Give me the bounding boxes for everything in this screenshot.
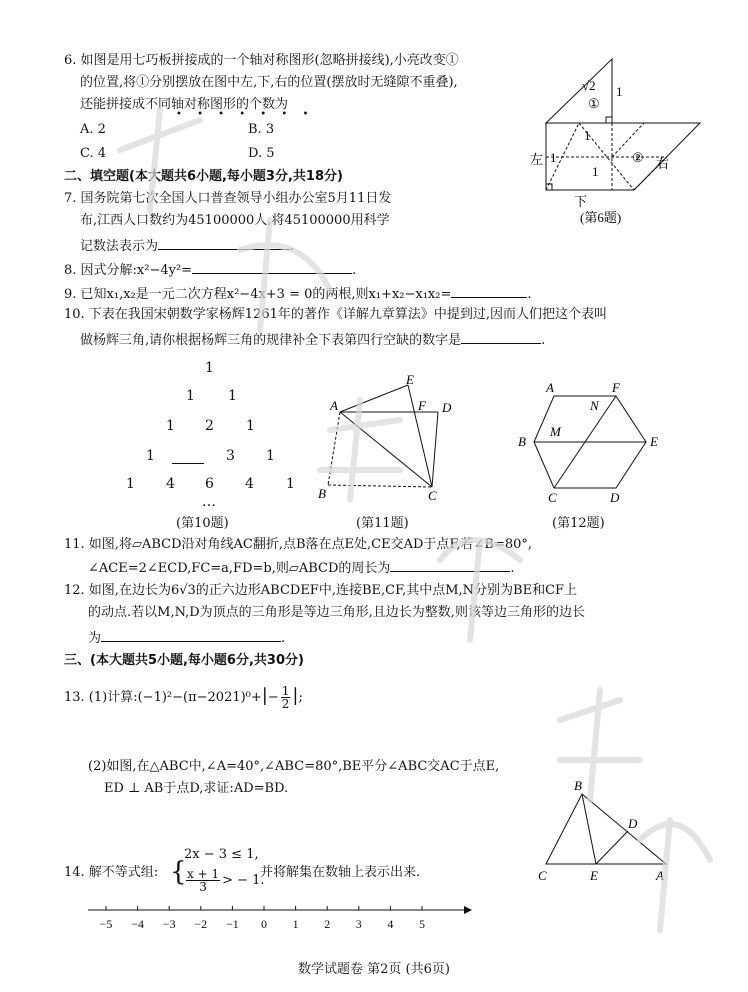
q14-inequality-1: 2x − 3 ≤ 1, xyxy=(184,847,259,862)
q12-line3-end: . xyxy=(281,631,286,646)
triangle-r4-c4: 1 xyxy=(266,448,275,464)
q8-text: 8. 因式分解:x²−4y²= xyxy=(64,263,193,278)
q11-line2 xyxy=(88,558,515,578)
q10-answer-blank[interactable] xyxy=(461,330,541,344)
section-2-heading: 二、填空题(本大题共6小题,每小题3分,共18分) xyxy=(64,169,343,184)
fig6-sqrt2: √2 xyxy=(582,78,596,93)
q9-answer-blank[interactable] xyxy=(451,284,527,298)
fig11-label-a: A xyxy=(330,398,338,413)
triangle-r5-c5: 1 xyxy=(286,476,295,492)
axis-tick-label: −3 xyxy=(162,917,176,931)
figure-6-tangram xyxy=(524,40,724,230)
emphasis-dots: • • • • • • • xyxy=(176,109,315,120)
fig12-label-f: F xyxy=(612,380,620,395)
q13-fraction xyxy=(281,685,291,710)
fig11-label-f: F xyxy=(418,398,426,413)
fig12-label-d: D xyxy=(610,490,620,505)
fig6-one-d: 1 xyxy=(592,164,599,179)
figure-12-hexagon xyxy=(512,374,662,508)
fig11-caption: (第11题) xyxy=(356,516,409,531)
axis-tick-label: 0 xyxy=(261,917,267,931)
section-3-heading: 三、(本大题共5小题,每小题6分,共30分) xyxy=(64,653,304,668)
q14-fraction xyxy=(186,868,220,893)
fig6-label-right: 右 xyxy=(656,156,670,171)
fig12-label-e: E xyxy=(650,434,658,449)
triangle-r5-c3: 6 xyxy=(205,476,214,492)
triangle-r5-c4: 4 xyxy=(245,476,254,492)
fig10-caption: (第10题) xyxy=(176,516,229,531)
q10-line2-text: 做杨辉三角,请你根据杨辉三角的规律补全下表第四行空缺的数字是 xyxy=(80,333,462,348)
fig11-label-d: D xyxy=(442,400,452,415)
q7-line2: 布,江西人口数约为45100000人,将45100000用科学 xyxy=(80,213,390,228)
q12-line2: 的动点.若以M,N,D为顶点的三角形是等边三角形,且边长为整数,则该等边三角形的边长 xyxy=(88,605,585,620)
fig11-label-c: C xyxy=(428,488,437,502)
triangle-r4-c1: 1 xyxy=(146,448,155,464)
abs-bar-left: | xyxy=(261,685,268,706)
fig13-label-c: C xyxy=(538,868,547,883)
fig13-label-e: E xyxy=(590,868,598,883)
axis-tick-label: 5 xyxy=(419,917,425,931)
q6-line2: 的位置,将①分别摆放在图中左,下,右的位置(摆放时无缝隙不重叠), xyxy=(80,75,458,90)
q13-part1-text: 13. (1)计算:(−1)²−(π−2021)⁰+ xyxy=(64,690,262,705)
q10-line2-end: . xyxy=(541,333,546,348)
fig13-label-a: A xyxy=(656,868,664,883)
q6-line3: 还能拼接成不同轴对称图形的个数为 xyxy=(80,97,289,112)
q13-part1: 13. (1)计算:(−1)²−(π−2021)⁰+|− $\frac{1}{2}$ |; xyxy=(64,684,303,711)
triangle-r2-c1: 1 xyxy=(186,388,195,404)
triangle-r3-c1: 1 xyxy=(166,418,175,434)
q8-end: . xyxy=(352,263,357,278)
fig6-label-down: 下 xyxy=(574,194,588,209)
q14-prefix: 14. 解不等式组: xyxy=(64,865,159,880)
fig6-label-left: 左 xyxy=(530,152,544,167)
q6-option-b: B. 3 xyxy=(248,122,275,137)
triangle-r3-c3: 1 xyxy=(246,418,255,434)
q12-line3-text: 为 xyxy=(88,631,102,646)
fig6-caption: (第6题) xyxy=(580,210,622,225)
q9-end: . xyxy=(527,287,532,302)
abs-bar-right: | xyxy=(292,685,299,706)
axis-tick-label: 4 xyxy=(387,917,394,931)
triangle-r4-c3: 3 xyxy=(226,448,235,464)
q9-text: 9. 已知x₁,x₂是一元二次方程x²−4x+3 = 0的两根,则x₁+x₂−x₁x₂= xyxy=(64,287,452,302)
q7-answer-blank[interactable] xyxy=(158,236,290,250)
fig6-one-a: 1 xyxy=(616,84,623,99)
q13-fraction-den: 2 xyxy=(281,697,290,711)
q6-line1: 6. 如图是用七巧板拼接成的一个轴对称图形(忽略拼接线),小亮改变① xyxy=(64,53,459,68)
system-brace: { xyxy=(170,857,187,887)
q7-line3-end: . xyxy=(290,239,295,254)
q6-option-a: A. 2 xyxy=(80,122,106,137)
fig13-label-b: B xyxy=(574,778,582,793)
q14-suffix: 并将解集在数轴上表示出来. xyxy=(260,865,421,880)
q10-line2 xyxy=(80,330,545,350)
triangle-ellipsis: … xyxy=(202,494,216,510)
fig6-piece-1: ① xyxy=(588,96,600,111)
q6-option-d: D. 5 xyxy=(248,146,275,161)
fig11-label-e: E xyxy=(406,372,414,387)
axis-tick-label: −4 xyxy=(131,917,144,931)
q12-line3 xyxy=(88,628,285,648)
q9-line xyxy=(64,284,532,304)
fig12-label-n: N xyxy=(590,398,599,413)
q11-line2-end: . xyxy=(510,561,515,576)
q12-line1: 12. 如图,在边长为6√3的正六边形ABCDEF中,连接BE,CF,其中点M,N分别为BE和CF上 xyxy=(64,583,578,598)
fig11-label-b: B xyxy=(318,486,326,501)
q14-fraction-num: x + 1 xyxy=(187,867,220,881)
q11-answer-blank[interactable] xyxy=(390,558,510,572)
q13-part2-line1: (2)如图,在△ABC中,∠A=40°,∠ABC=80°,BE平分∠ABC交AC于点E, xyxy=(88,759,500,774)
fig12-label-c: C xyxy=(548,490,557,505)
q10-line1: 10. 下表在我国宋朝数学家杨辉1261年的著作《详解九章算法》中提到过,因而人们把这个表叫 xyxy=(64,307,608,322)
axis-tick-label: −2 xyxy=(194,917,208,931)
fig6-one-c: 1 xyxy=(584,128,591,143)
q7-line3-text: 记数法表示为 xyxy=(80,239,159,254)
triangle-r4-blank[interactable] xyxy=(172,450,204,464)
triangle-r5-c1: 1 xyxy=(126,476,135,492)
fig12-caption: (第12题) xyxy=(552,516,605,531)
q13-part2-line2: ED ⊥ AB于点D,求证:AD=BD. xyxy=(104,781,289,796)
fig12-label-m: M xyxy=(550,424,561,439)
fig12-label-b: B xyxy=(518,434,526,449)
triangle-r5-c2: 4 xyxy=(166,476,175,492)
fig6-piece-2: ② xyxy=(632,150,644,165)
triangle-r3-c2: 2 xyxy=(205,418,214,434)
axis-tick-label: 2 xyxy=(324,917,331,931)
axis-tick-label: 1 xyxy=(292,917,299,931)
page-footer: 数学试题卷 第2页 (共6页) xyxy=(298,962,450,977)
axis-tick-label: −1 xyxy=(226,917,239,931)
number-line xyxy=(84,900,474,940)
q7-line1: 7. 国务院第七次全国人口普查领导小组办公室5月11日发 xyxy=(64,191,392,206)
axis-tick-label: −5 xyxy=(99,917,113,931)
q6-option-c: C. 4 xyxy=(80,146,107,161)
q11-line2-text: ∠ACE=2∠ECD,FC=a,FD=b,则▱ABCD的周长为 xyxy=(88,561,391,576)
q14-ineq2-tail: > − 1. xyxy=(222,873,265,888)
fig12-label-a: A xyxy=(546,380,554,395)
q14-fraction-den: 3 xyxy=(199,880,207,894)
q14-inequality-2 xyxy=(184,866,265,896)
q13-fraction-num: 1 xyxy=(281,684,290,698)
figure-13-triangle xyxy=(530,776,680,886)
triangle-r1-c1: 1 xyxy=(205,360,214,376)
fig13-label-d: D xyxy=(628,816,638,831)
triangle-r2-c2: 1 xyxy=(228,388,237,404)
figure-11-parallelogram xyxy=(316,372,466,502)
q8-line xyxy=(64,260,356,280)
q12-answer-blank[interactable] xyxy=(101,628,281,642)
q7-line3 xyxy=(80,236,294,256)
q11-line1: 11. 如图,将▱ABCD沿对角线AC翻折,点B落在点E处,CE交AD于点F,若∠B=80°, xyxy=(64,537,533,552)
q13-part1-end: ; xyxy=(298,690,303,705)
axis-tick-label: 3 xyxy=(355,917,362,931)
q8-answer-blank[interactable] xyxy=(192,260,352,274)
fig6-one-b: 1 xyxy=(550,150,557,165)
